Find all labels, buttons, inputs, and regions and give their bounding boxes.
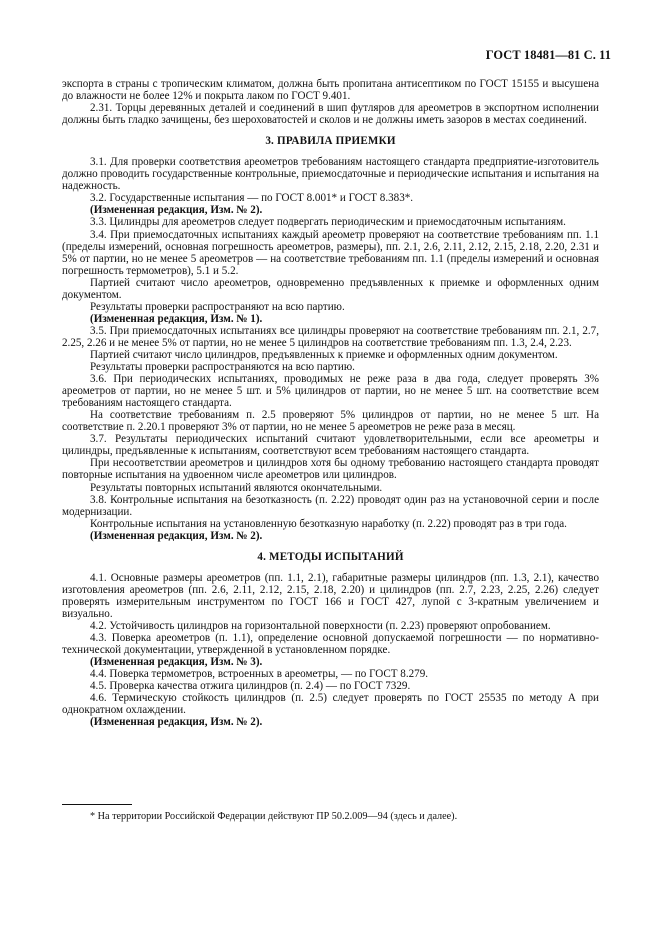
paragraph-3-1: 3.1. Для проверки соответствия ареометров требованиям настоящего стандарта предприятие-изготовитель должно проводить государственные контрольные, приемосдаточные и периодические испытания и испытания на надежность. <box>62 156 599 193</box>
paragraph: экспорта в страны с тропическим климатом, должна быть пропитана антисептиком по ГОСТ 15155 и высушена до влажности не более 12% и покрыта лаком по ГОСТ 9.401. <box>62 78 599 103</box>
paragraph-4-6: 4.6. Термическую стойкость цилиндров (п. 2.5) следует проверять по ГОСТ 25535 по методу А при однократном охлаждении. <box>62 692 599 717</box>
amendment-note: (Измененная редакция, Изм. № 2). <box>90 529 263 542</box>
paragraph-2-31: 2.31. Торцы деревянных деталей и соединений в шип футляров для ареометров в экспортном исполнении должны быть гладко зачищены, без шероховатостей и сколов и не должны иметь зазоров в местах соединений. <box>62 102 599 127</box>
paragraph-3-2: 3.2. Государственные испытания — по ГОСТ 8.001* и ГОСТ 8.383*. <box>90 192 414 205</box>
paragraph-3-6-b: На соответствие требованиям п. 2.5 проверяют 5% цилиндров от партии, но не менее 5 шт. На соответствие п. 2.20.1 проверяют 3% от партии, но не менее 5 ареометров не реже раза в месяц. <box>62 409 599 434</box>
footnote: * На территории Российской Федерации действуют ПР 50.2.009—94 (здесь и далее). <box>90 811 458 822</box>
footnote-divider <box>62 804 132 805</box>
paragraph-3-5-results: Результаты проверки распространяются на всю партию. <box>90 361 355 374</box>
paragraph-3-3: 3.3. Цилиндры для ареометров следует подвергать периодическим и приемосдаточным испытаниям. <box>90 216 566 229</box>
paragraph-3-7: 3.7. Результаты периодических испытаний считают удовлетворительными, если все ареометры и цилиндры, предъявленные к испытаниям, соответствуют всем требованиям настоящего стандарта. <box>62 433 599 458</box>
paragraph-3-7-b: При несоответствии ареометров и цилиндров хотя бы одному требованию настоящего стандарта проводят повторные испытания на удвоенном числе ареометров или цилиндров. <box>62 457 599 482</box>
paragraph-3-4-results: Результаты проверки распространяют на всю партию. <box>90 300 345 313</box>
page-content <box>62 78 599 728</box>
paragraph-3-6: 3.6. При периодических испытаниях, проводимых не реже раза в два года, следует проверять 3% ареометров от партии, но не менее 5 шт. и 5% цилиндров от партии, но не менее 5 шт. на соответствие всем требованиям настоящего стандарта. <box>62 373 599 410</box>
section-4-title: 4. МЕТОДЫ ИСПЫТАНИЙ <box>257 550 404 563</box>
paragraph-4-2: 4.2. Устойчивость цилиндров на горизонтальной поверхности (п. 2.23) проверяют опробованием. <box>90 619 551 632</box>
paragraph-4-1: 4.1. Основные размеры ареометров (пп. 1.1, 2.1), габаритные размеры цилиндров (пп. 1.3, 2.1), качество изготовления ареометров (пп. 2.6, 2.11, 2.12, 2.15, 2.18, 2.20) и цилиндров (пп. 2.7, 2.23, 2.25, 2.26) следует проверять измерительным инструментом по ГОСТ 166 и ГОСТ 427, лупой с 3-кратным увеличением и визуально. <box>62 571 599 620</box>
paragraph-3-8: 3.8. Контрольные испытания на безотказность (п. 2.22) проводят один раз на установочной серии и после модернизации. <box>62 493 599 518</box>
paragraph-3-4: 3.4. При приемосдаточных испытаниях каждый ареометр проверяют на соответствие требованиям пп. 1.1 (пределы измерений, основная погрешность ареометров, размеры), пп. 2.1, 2.6, 2.11, 2.12, 2.15, 2.18, 2.20, 2.31 и 5% от партии, но не менее 5 ареометров — на соответствие требованиям пп. 1.1 (пределы измерений и основная погрешность термометров), 5.1 и 5.2. <box>62 228 599 277</box>
paragraph-4-4: 4.4. Поверка термометров, встроенных в ареометры, — по ГОСТ 8.279. <box>90 668 429 681</box>
amendment-note: (Измененная редакция, Изм. № 2). <box>90 716 263 729</box>
paragraph-3-5: 3.5. При приемосдаточных испытаниях все цилиндры проверяют на соответствие требованиям пп. 2.1, 2.7, 2.25, 2.26 и не менее 5% от партии, но не менее 5 цилиндров на соответствие требованиям пп. 1.3, 2.4, 2.23. <box>62 324 599 349</box>
paragraph-3-8-b: Контрольные испытания на установленную безотказную наработку (п. 2.22) проводят раз в три года. <box>90 517 567 530</box>
paragraph-3-7-c: Результаты повторных испытаний являются окончательными. <box>90 481 383 494</box>
amendment-note: (Измененная редакция, Изм. № 1). <box>90 312 263 325</box>
paragraph-4-3: 4.3. Поверка ареометров (п. 1.1), определение основной допускаемой погрешности — по нормативно-технической документации, утвержденной в установленном порядке. <box>62 632 599 657</box>
paragraph-3-5-batch: Партией считают число цилиндров, предъявленных к приемке и оформленных одним документом. <box>90 348 558 361</box>
paragraph-3-4-batch: Партией считают число ареометров, одновременно предъявленных к приемке и оформленных одним документом. <box>62 276 599 301</box>
paragraph-4-5: 4.5. Проверка качества отжига цилиндров (п. 2.4) — по ГОСТ 7329. <box>90 680 411 693</box>
section-3-title: 3. ПРАВИЛА ПРИЕМКИ <box>265 135 396 148</box>
page-header: ГОСТ 18481—81 С. 11 <box>485 48 611 62</box>
amendment-note: (Измененная редакция, Изм. № 3). <box>90 656 263 669</box>
amendment-note: (Измененная редакция, Изм. № 2). <box>90 204 263 217</box>
